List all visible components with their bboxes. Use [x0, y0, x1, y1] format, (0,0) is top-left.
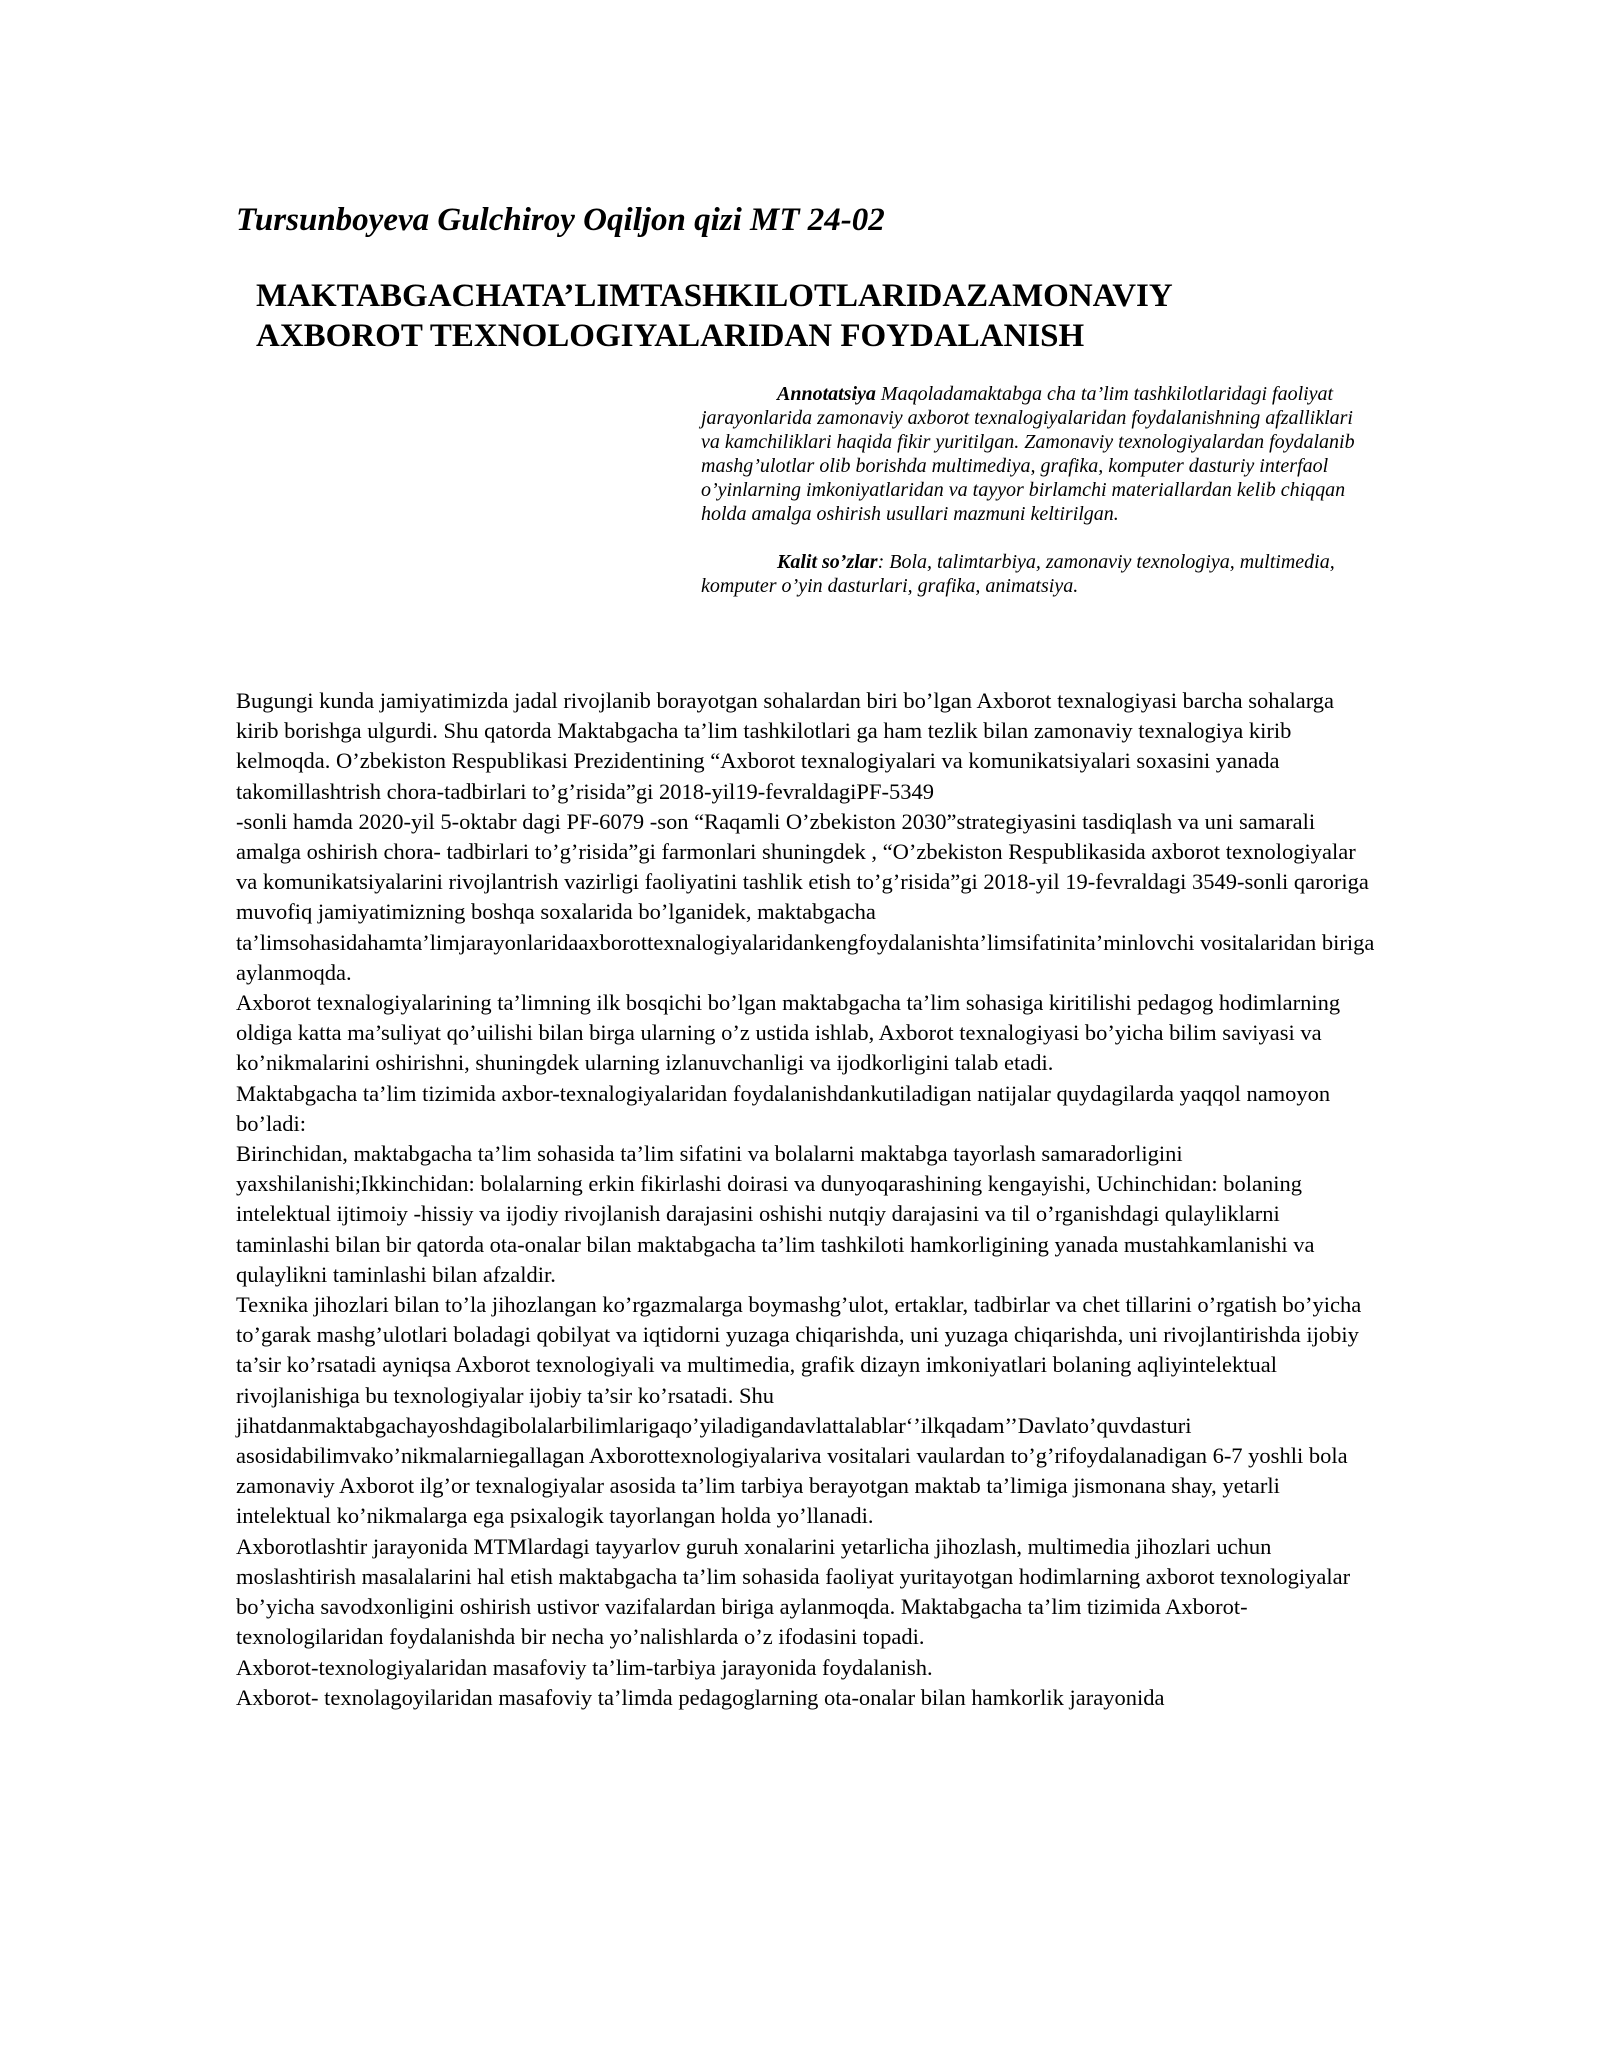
body-paragraph: Axborot- texnolagoyilaridan masafoviy ta’limda pedagoglarning ota-onalar bilan hamkorlik jarayonida — [236, 1684, 1165, 1710]
keywords-label: Kalit so’zlar — [777, 551, 878, 573]
body-paragraph: Bugungi kunda jamiyatimizda jadal rivojlanib borayotgan sohalardan biri bo’lgan Axborot texnalogiyasi barcha sohalarga kirib borishga ulgurdi. Shu qatorda Maktabgacha ta’lim tashkilotlari ga ham tezlik bilan zamonaviy texnalogiya kirib kelmoqda. O’zbekiston Respublikasi Prezidentining “Axborot texnalogiyalari va komunikatsiyalari soxasini yanada takomillashtrish chora-tadbirlari to’g’risida”gi 2018-yil19-fevraldagiPF-5349 — [236, 688, 1335, 804]
title-line: AXBOROT TEXNOLOGIYALARIDAN FOYDALANISH — [256, 318, 1085, 354]
annotation-text: Maqoladamaktabga cha ta’lim tashkilotlaridagi faoliyat jarayonlarida zamonaviy axborot texnalogiyalaridan foydalanishning afzalliklari va kamchiliklari haqida fikir yuritilgan. Zamonaviy texnologiyalardan foydalanib mashg’ulotlar olib borishda multimediya, grafika, komputer dasturiy interfaol o’yinlarning imkoniyatlaridan va tayyor birlamchi materiallardan kelib chiqqan holda amalga oshirish usullari mazmuni keltirilgan. — [701, 383, 1355, 525]
body-paragraph: Birinchidan, maktabgacha ta’lim sohasida ta’lim sifatini va bolalarni maktabga tayorlash samaradorligini yaxshilanishi;Ikkinchidan: bolalarning erkin fikirlashi doirasi va dunyoqarashining kengayishi, Uchinchidan: bolaning intelektual ijtimoiy -hissiy va ijodiy rivojlanish darajasini oshishi nutqiy darajasini va til o’rganishdagi qulayliklarni taminlashi bilan bir qatorda ota-onalar bilan maktabgacha ta’lim tashkiloti hamkorligining yanada mustahkamlanishi va qulaylikni taminlashi bilan afzaldir. — [236, 1141, 1315, 1287]
body-paragraph: Axborotlashtir jarayonida MTMlardagi tayyarlov guruh xonalarini yetarlicha jihozlash, multimedia jihozlari uchun moslashtirish masalalarini hal etish maktabgacha ta’lim sohasida faoliyat yuritayotgan hodimlarning axborot texnologiyalar bo’yicha savodxonligini oshirish ustivor vazifalardan biriga aylanmoqda. Maktabgacha ta’lim tizimida Axborot-texnologilaridan foydalanishda bir necha yo’nalishlarda o’z ifodasini topadi. — [236, 1533, 1351, 1650]
title-line: MAKTABGACHATA’LIMTASHKILOTLARIDAZAMONAVIY — [256, 278, 1173, 314]
body-paragraph: Axborot texnalogiyalarining ta’limning ilk bosqichi bo’lgan maktabgacha ta’lim sohasiga kiritilishi pedagog hodimlarning oldiga katta ma’suliyat qo’uilishi bilan birga ularning o’z ustida ishlab, Axborot texnalogiyasi bo’yicha bilim saviyasi va ko’nikmalarini oshirishni, shuningdek ularning izlanuvchanligi va ijodkorligini talab etadi. — [236, 990, 1341, 1076]
body-paragraph: -sonli hamda 2020-yil 5-oktabr dagi PF-6079 -son “Raqamli O’zbekiston 2030”strategiyasini tasdiqlash va uni samarali amalga oshirish chora- tadbirlari to’g’risida”gi farmonlari shuningdek , “O’zbekiston Respublikasida axborot texnologiyalar va komunikatsiyalarini rivojlantrish vazirligi faoliyatini tashlik etish to’g’risida”gi 2018-yil 19-fevraldagi 3549-sonli qaroriga muvofiq jamiyatimizning boshqa soxalarida bo’lganidek, maktabgacha ta’limsohasidahamta’limjarayonlaridaaxborottexnalogiyalaridankengfoydalanishta’limsifatinita’minlovchi vositalaridan biriga aylanmoqda. — [236, 808, 1375, 985]
abstract-block — [701, 382, 1361, 598]
keywords-paragraph — [701, 550, 1361, 598]
keywords-text: : Bola, talimtarbiya, zamonaviy texnologiya, multimedia, komputer o’yin dasturlari, grafika, animatsiya. — [701, 551, 1335, 597]
body-paragraph: Axborot-texnologiyalaridan masafoviy ta’lim-tarbiya jarayonida foydalanish. — [236, 1654, 933, 1680]
annotation-paragraph — [701, 382, 1361, 526]
annotation-label: Annotatsiya — [777, 383, 876, 405]
body-paragraph: Maktabgacha ta’lim tizimida axbor-texnalogiyalaridan foydalanishdankutiladigan natijalar quydagilarda yaqqol namoyon bo’ladi: — [236, 1080, 1331, 1136]
body-paragraph: Texnika jihozlari bilan to’la jihozlangan ko’rgazmalarga boymashg’ulot, ertaklar, tadbirlar va chet tillarini o’rgatish bo’yicha to’garak mashg’ulotlari boladagi qobilyat va iqtidorni yuzaga chiqarishda, uni yuzaga chiqarishda, uni rivojlantirishda ijobiy ta’sir ko’rsatadi ayniqsa Axborot texnologiyali va multimedia, grafik dizayn imkoniyatlari bolaning aqliyintelektual rivojlanishiga bu texnologiyalar ijobiy ta’sir ko’rsatadi. Shu jihatdanmaktabgachayoshdagibolalarbilimlarigaqo’yiladigandavlattalablar‘’ilkqadam’’Davlato’quvdasturi asosidabilimvako’nikmalarniegallagan Axborottexnologiyalariva vositalari vaulardan to’g’rifoydalanadigan 6-7 yoshli bola zamonaviy Axborot ilg’or texnalogiyalar asosida ta’lim tarbiya berayotgan maktab ta’limiga jismonana shay, yetarli intelektual ko’nikmalarga ega psixalogik tayorlangan holda yo’llanadi. — [236, 1292, 1362, 1529]
article-title — [256, 276, 1456, 356]
article-body — [236, 686, 1376, 1713]
author-line: Tursunboyeva Gulchiroy Oqiljon qizi MT 24-02 — [236, 202, 885, 238]
